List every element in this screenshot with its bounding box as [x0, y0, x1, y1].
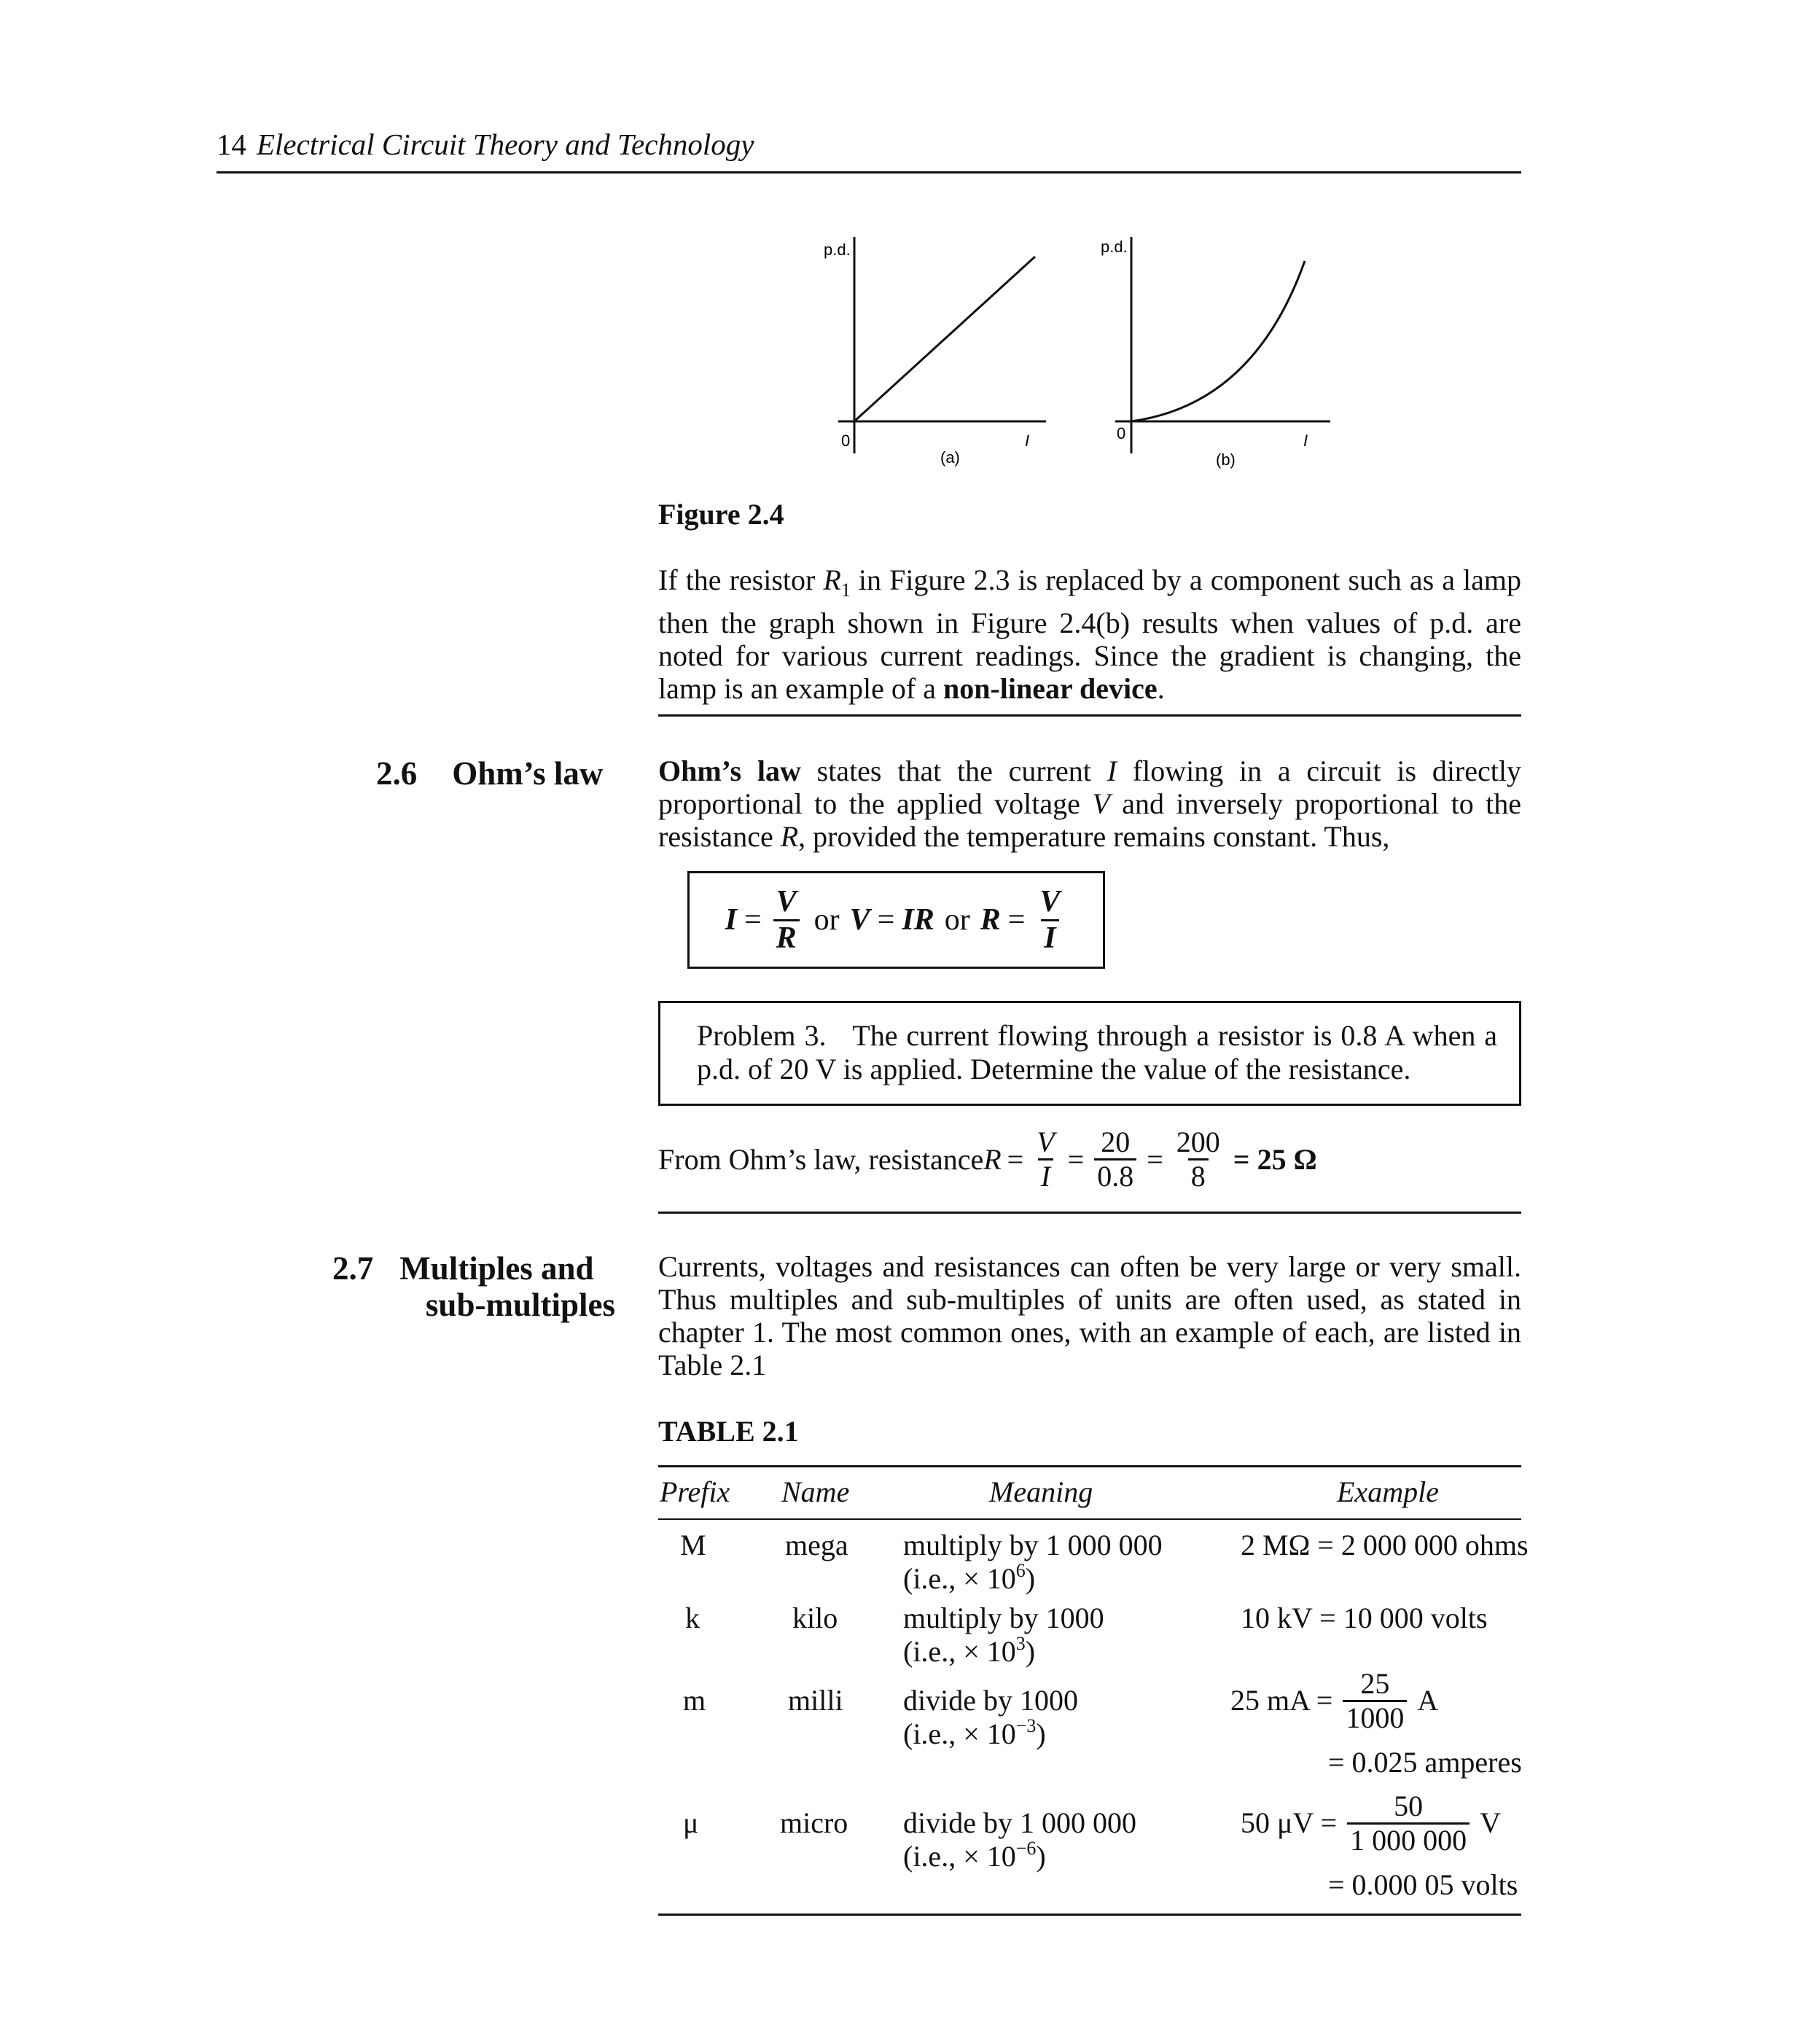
formula-eq-2: = [877, 903, 895, 937]
formula-frac1-den: R [773, 919, 800, 955]
graph-b-caption: (b) [1216, 450, 1236, 469]
problem-label: Problem 3. [697, 1019, 827, 1052]
table-row-meaning [903, 1806, 1136, 1873]
formula-v-over-i [1037, 885, 1063, 954]
meaning-exponent: 3 [1015, 1632, 1026, 1654]
formula-r: R [980, 903, 1001, 937]
formula-frac1-num: V [776, 885, 797, 919]
ohms-text-4: , provided the temperature remains constant. Thus, [798, 820, 1390, 853]
meaning-power-base: (i.e., × 10 [903, 1840, 1016, 1873]
intro-text-2: in Figure 2.3 is replaced by a component such as a lamp then the graph shown in Figure 2.4(b) results when values of p.d. are noted for various current readings. Since the gradient is changing, the lamp is an example of a [658, 563, 1521, 705]
meaning-power-base: (i.e., × 10 [903, 1717, 1016, 1750]
multiples-paragraph: Currents, voltages and resistances can often be very large or very small. Thus multiples and sub-multiples of units are often used, as stated in chapter 1. The most common ones, with an example of each, are listed in Table 2.1 [658, 1250, 1521, 1381]
section-2-7-title-line1: Multiples and [399, 1250, 594, 1287]
table-row-meaning [903, 1529, 1163, 1596]
intro-paragraph [658, 563, 1521, 705]
table-row-example: 10 kV = 10 000 volts [1241, 1602, 1488, 1634]
example-frac-num: 50 [1394, 1789, 1424, 1822]
formula-eq-3: = [1007, 903, 1026, 937]
table-row-example: 2 MΩ = 2 000 000 ohms [1241, 1529, 1529, 1561]
meaning-line1: multiply by 1000 [903, 1602, 1104, 1634]
book-title: Electrical Circuit Theory and Technology [257, 128, 754, 161]
solution-frac3-num: 200 [1176, 1125, 1220, 1158]
table-header-rule [658, 1518, 1521, 1520]
solution-r: R [983, 1142, 1002, 1176]
example-unit: V [1480, 1806, 1502, 1839]
problem-text: The current flowing through a resistor is 0.8 A when a p.d. of 20 V is applied. Determine the value of the resistance. [697, 1019, 1498, 1085]
table-bottom-rule [658, 1914, 1521, 1916]
solution-eq-1: = [1007, 1142, 1024, 1176]
intro-text-3: . [1157, 672, 1165, 705]
graph-b-origin: 0 [1117, 424, 1126, 442]
solution-lead: From Ohm’s law, resistance [658, 1142, 984, 1176]
table-header-name: Name [781, 1475, 850, 1508]
problem-3-solution [658, 1115, 1317, 1203]
formula-frac2-num: V [1039, 885, 1061, 919]
ohms-text-1: states that the current [800, 754, 1107, 787]
meaning-close-paren: ) [1036, 1717, 1046, 1750]
ohms-law-formula-box [687, 871, 1105, 969]
example-fraction [1347, 1790, 1470, 1857]
meaning-exponent: −3 [1015, 1715, 1037, 1736]
graph-a [824, 237, 1046, 467]
meaning-power-base: (i.e., × 10 [903, 1635, 1016, 1668]
solution-frac2-den: 0.8 [1094, 1158, 1136, 1193]
formula-or-2: or [944, 903, 970, 937]
table-header-example: Example [1337, 1475, 1439, 1508]
meaning-line2 [903, 1559, 1163, 1596]
solution-answer: = 25 Ω [1233, 1142, 1317, 1176]
section-2-7-title-line2: sub-multiples [425, 1287, 615, 1323]
ohms-text-2: flowing in a circuit is directly proportional to the applied voltage [658, 754, 1521, 820]
formula-ir: IR [902, 903, 934, 937]
example-frac-den: 1 000 000 [1347, 1822, 1470, 1857]
graph-a-caption: (a) [940, 448, 960, 467]
section-divider-2 [658, 1212, 1521, 1214]
meaning-close-paren: ) [1036, 1840, 1046, 1873]
table-row-example [1230, 1661, 1438, 1741]
table-row-name: micro [780, 1806, 848, 1839]
graph-a-origin: 0 [841, 432, 851, 450]
meaning-line1: divide by 1000 [903, 1684, 1078, 1717]
example-lead: 25 mA = [1230, 1684, 1333, 1717]
formula-or-1: or [813, 903, 840, 937]
section-2-7-number: 2.7 [332, 1250, 374, 1287]
table-row-name: milli [788, 1684, 843, 1717]
solution-eq-2: = [1067, 1142, 1085, 1176]
example-lead: 50 μV = [1241, 1806, 1338, 1839]
intro-text-1: If the resistor [658, 563, 824, 596]
graph-b-x-label: I [1303, 432, 1308, 450]
solution-200-over-8 [1174, 1126, 1223, 1193]
example-unit: A [1417, 1684, 1439, 1717]
graph-a-linear-line [854, 257, 1035, 421]
section-2-6-title: Ohm’s law [452, 755, 604, 792]
table-row-prefix: M [680, 1529, 706, 1561]
meaning-close-paren: ) [1025, 1562, 1036, 1595]
table-header-meaning: Meaning [989, 1475, 1093, 1508]
meaning-exponent: 6 [1015, 1559, 1026, 1581]
meaning-line1: multiply by 1 000 000 [903, 1529, 1163, 1561]
graph-a-y-label: p.d. [824, 241, 851, 259]
intro-r-symbol: R [823, 563, 841, 596]
ohms-law-bold: Ohm’s law [658, 754, 801, 787]
meaning-line2 [903, 1632, 1104, 1669]
meaning-line2 [903, 1717, 1078, 1751]
solution-frac3-den: 8 [1188, 1158, 1209, 1193]
solution-frac1-den: I [1038, 1158, 1053, 1193]
table-row-meaning [903, 1684, 1078, 1751]
ohms-law-paragraph [658, 754, 1521, 853]
ohms-sym-v: V [1092, 787, 1110, 820]
section-2-7-heading [332, 1250, 615, 1323]
meaning-line2 [903, 1837, 1136, 1873]
page-number: 14 [216, 128, 246, 161]
formula-i: I [725, 903, 737, 937]
table-row-example-result: = 0.025 amperes [1328, 1746, 1522, 1779]
meaning-close-paren: ) [1025, 1635, 1036, 1668]
table-row-name: mega [785, 1529, 848, 1561]
table-row-prefix: m [683, 1684, 706, 1717]
header-rule [216, 171, 1521, 173]
table-header-prefix: Prefix [660, 1475, 730, 1508]
section-divider-1 [658, 714, 1521, 717]
table-top-rule [658, 1465, 1521, 1467]
solution-v-over-i [1034, 1126, 1057, 1193]
meaning-exponent: −6 [1015, 1837, 1037, 1859]
solution-frac1-num: V [1037, 1125, 1055, 1158]
figure-2-4 [802, 226, 1356, 481]
formula-frac2-den: I [1041, 919, 1058, 955]
formula-v: V [849, 903, 870, 937]
meaning-line1: divide by 1 000 000 [903, 1806, 1136, 1839]
figure-caption: Figure 2.4 [658, 498, 784, 531]
table-row-prefix: k [685, 1602, 700, 1634]
table-row-name: kilo [792, 1602, 838, 1634]
example-fraction [1343, 1668, 1407, 1734]
meaning-power-base: (i.e., × 10 [903, 1562, 1016, 1595]
table-row-meaning [903, 1602, 1104, 1669]
graph-b-y-label: p.d. [1101, 238, 1128, 256]
solution-frac2-num: 20 [1101, 1125, 1131, 1158]
problem-3-box [658, 1001, 1521, 1106]
table-row-example-result: = 0.000 05 volts [1328, 1868, 1518, 1901]
ohms-sym-i: I [1107, 754, 1117, 787]
table-row-example [1241, 1783, 1501, 1863]
formula-eq-1: = [744, 903, 762, 937]
graph-a-x-label: I [1025, 432, 1030, 450]
running-header [216, 127, 754, 162]
example-frac-den: 1000 [1343, 1700, 1407, 1734]
ohms-sym-r: R [780, 820, 799, 853]
section-2-6-number: 2.6 [376, 755, 418, 792]
solution-20-over-08 [1094, 1126, 1136, 1193]
table-caption: TABLE 2.1 [658, 1415, 799, 1448]
intro-r-subscript: 1 [840, 580, 851, 601]
ohms-text-3: and inversely proportional to the resistance [658, 787, 1521, 853]
graph-b-nonlinear-curve [1131, 261, 1305, 421]
table-row-prefix: μ [683, 1806, 699, 1839]
formula-v-over-r [773, 885, 800, 954]
example-frac-num: 25 [1360, 1666, 1390, 1700]
solution-eq-3: = [1147, 1142, 1163, 1176]
section-2-6-heading [376, 754, 603, 792]
graph-b [1101, 237, 1330, 469]
intro-bold-term: non-linear device [942, 672, 1158, 705]
